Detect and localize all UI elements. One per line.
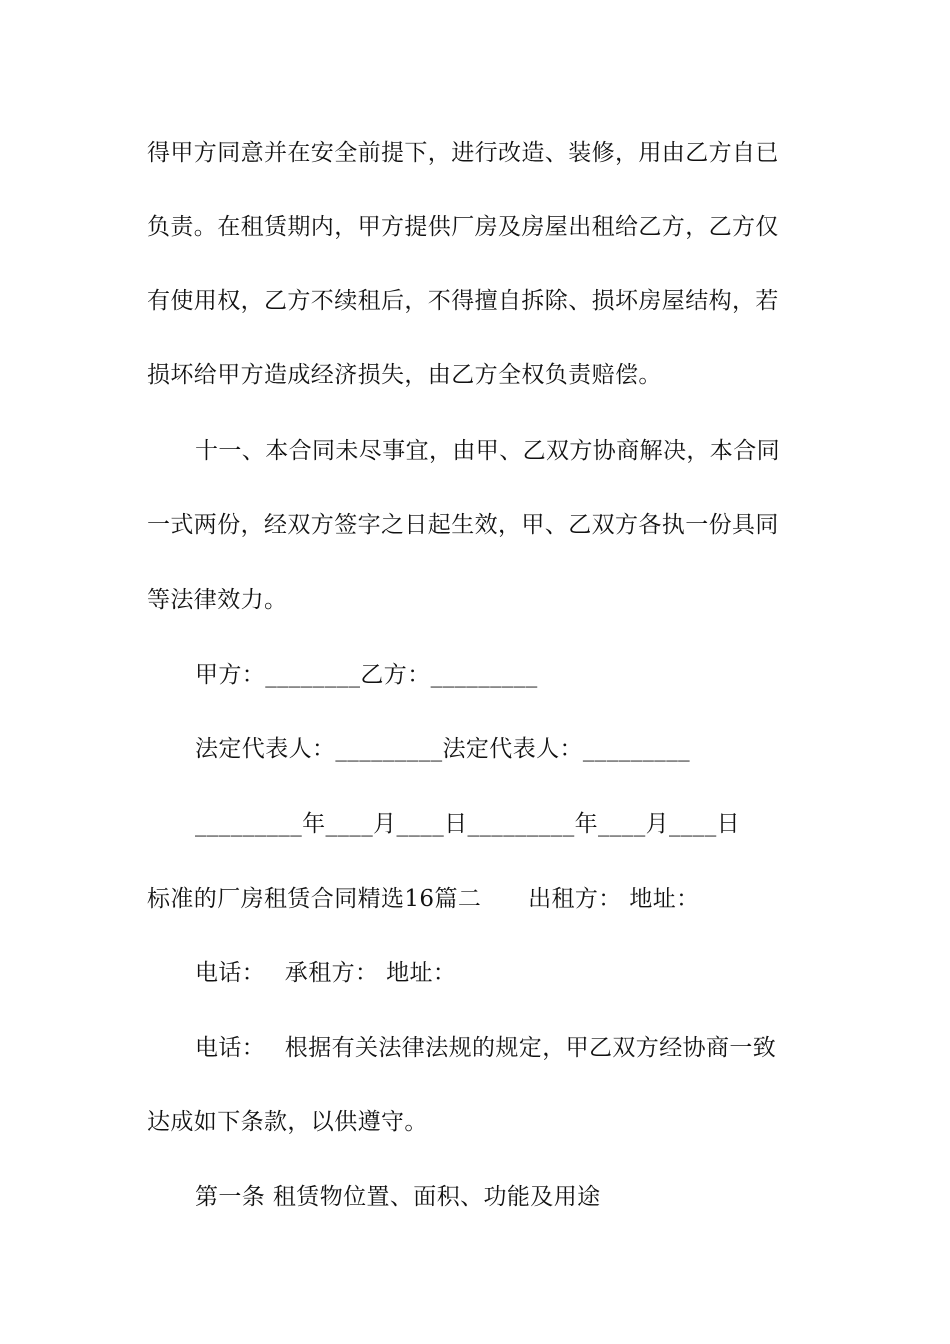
text-line: 有使用权，乙方不续租后，不得擅自拆除、损坏房屋结构，若 <box>147 288 779 314</box>
text-line: 十一、本合同未尽事宜，由甲、乙双方协商解决，本合同 <box>195 438 780 464</box>
text-line: _________年____月____日_________年____月____日 <box>195 811 740 837</box>
paragraph-1-line-1 <box>147 138 807 168</box>
text-line: 负责。在租赁期内，甲方提供厂房及房屋出租给乙方，乙方仅 <box>147 214 779 240</box>
text-line: 甲方：________乙方：_________ <box>195 662 538 688</box>
paragraph-3-line-2 <box>147 1107 807 1137</box>
signature-parties <box>195 660 807 690</box>
article-1-title <box>195 1182 807 1212</box>
paragraph-1-line-4 <box>147 360 807 390</box>
text-line: 电话： 承租方： 地址： <box>195 960 457 986</box>
text-line: 达成如下条款，以供遵守。 <box>147 1109 428 1135</box>
paragraph-2-line-2 <box>147 510 807 540</box>
text-line: 等法律效力。 <box>147 587 288 613</box>
paragraph-1-line-2 <box>147 212 807 242</box>
contact-line-1 <box>195 958 807 988</box>
text-line: 法定代表人：_________法定代表人：_________ <box>195 736 690 762</box>
signature-representatives <box>195 734 807 764</box>
text-line: 标准的厂房租赁合同精选16篇二 出租方： 地址： <box>147 886 700 912</box>
paragraph-1-line-3 <box>147 286 807 316</box>
text-line: 得甲方同意并在安全前提下，进行改造、装修，用由乙方自已 <box>147 140 779 166</box>
text-line: 一式两份，经双方签字之日起生效，甲、乙双方各执一份具同 <box>147 512 779 538</box>
paragraph-2-line-3 <box>147 585 807 615</box>
section-heading-line <box>147 884 807 914</box>
paragraph-2-line-1 <box>195 436 807 466</box>
text-line: 第一条 租赁物位置、面积、功能及用途 <box>195 1184 601 1210</box>
signature-dates <box>195 809 807 839</box>
text-line: 电话： 根据有关法律法规的规定，甲乙双方经协商一致 <box>195 1035 777 1061</box>
paragraph-3-line-1 <box>195 1033 807 1063</box>
text-line: 损坏给甲方造成经济损失，由乙方全权负责赔偿。 <box>147 362 662 388</box>
